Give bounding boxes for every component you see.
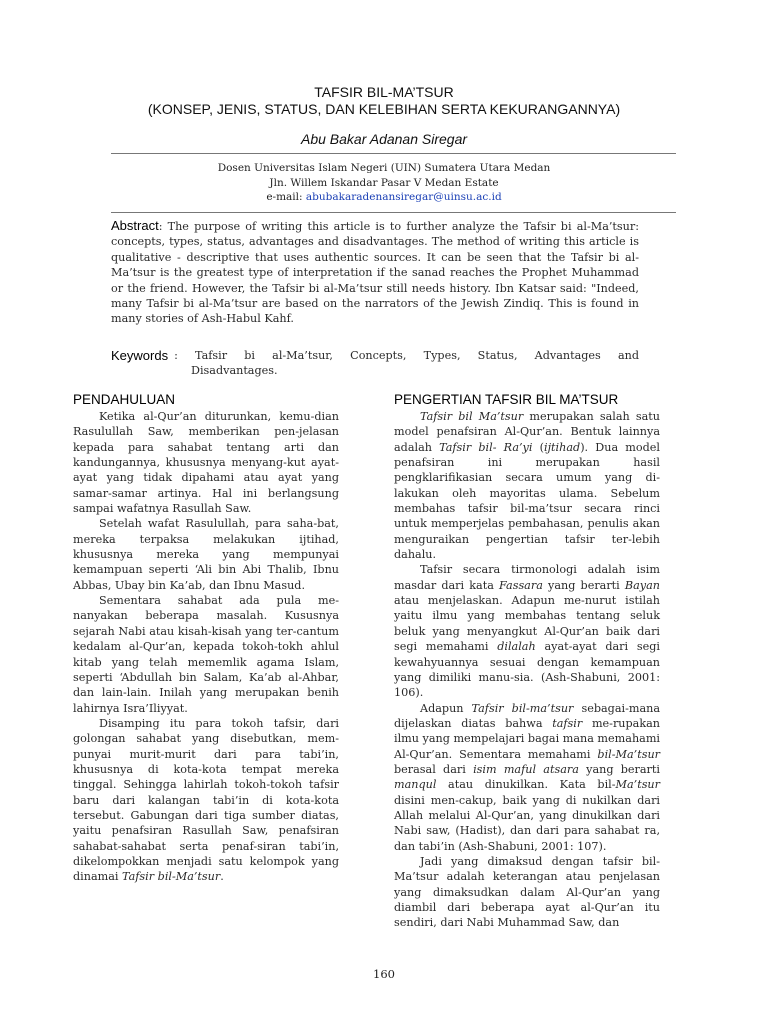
abstract-text: : The purpose of writing this article is to further analyze the Tafsir bi al-Ma’tsur: concepts, types, status, advantages and disadvantages. The method of writing this article is qualitative - descriptive that uses authentic sources. It can be seen that the Tafsir bi al-Ma’tsur is the greatest type of interpretation if the sanad reaches the Prophet Muhammad or the friend. However, the Tafsir bi al-Ma’tsur still needs history. Ibn Katsar said: "Indeed, many Tafsir bi al-Ma’tsur are based on the narrators of the Jewish Zindiq. This is found in many stories of Ash-Habul Kahf. (111, 220, 639, 326)
left-column (73, 392, 339, 885)
italic-term: dilalah (497, 640, 536, 654)
page-number: 160 (373, 967, 395, 981)
text-run: atau menjelaskan. Adapun me-nurut istilah yaitu ilmu yang membahas tentang seluk beluk yang menyangkut Al-Qur’an baik dari segi memahami (394, 594, 660, 654)
italic-term: Tafsir bil- Ra’yi (439, 440, 533, 454)
text-run: ( (532, 440, 545, 454)
affiliation-line-1: Dosen Universitas Islam Negeri (UIN) Sumatera Utara Medan (217, 162, 551, 174)
paragraph-end: . (220, 870, 224, 884)
text-run: Tafsir secara tirmonologi adalah isim masdar dari kata (394, 563, 660, 592)
header-divider-bottom (111, 212, 676, 213)
text-run: yang berarti (542, 578, 625, 592)
title-line-1: TAFSIR BIL-MA’TSUR (314, 84, 454, 100)
paragraph-text: Disamping itu para tokoh tafsir, dari golongan sahabat yang disebutkan, mem-punyai murit-murit dari para tabi’in, khususnya di kota-kota tempat mereka tinggal. Sehingga lahirlah tokoh-tokoh tafsir baru dari kalangan tabi’in di kota-kota tersebut. Gabungan dari tiga sumber diatas, yaitu penafsiran Rasullah Saw, penafsiran sahabat-sahabat serta penaf-siran tabi’in, dikelompokkan menjadi satu kelompok yang dinamai (73, 716, 339, 884)
italic-term: manqul (394, 778, 437, 792)
section-heading-pendahuluan: PENDAHULUAN (73, 392, 176, 407)
paragraph (73, 716, 339, 885)
email-label: e-mail: (266, 191, 303, 203)
keywords (111, 348, 639, 379)
italic-term: Tafsir bil-Ma’tsur (122, 870, 221, 884)
text-run: ). Dua model penafsiran ini merupakan hasil pengklarifikasian secara umum yang di-lakukan oleh mayoritas ulama. Sebelum membahas tafsir bil-ma’tsur secara rinci untuk memperjelas pembahasan, penulis akan menguraikan pengertian tafsir ter-lebih dahalu. (394, 440, 661, 562)
author-name: Abu Bakar Adanan Siregar (300, 131, 468, 147)
email-line (0, 190, 768, 205)
keywords-line-2: Disadvantages. (191, 364, 278, 378)
right-column (394, 392, 660, 931)
paragraph: Jadi yang dimaksud dengan tafsir bil-Ma’tsur adalah keterangan atau penjelasan yang dimaksudkan dalam Al-Qur’an yang diambil dari beberapa ayat al-Qur’an itu sendiri, dari Nabi Muhammad Saw, dan (394, 854, 660, 930)
affiliation-line-2: Jln. Willem Iskandar Pasar V Medan Estate (269, 176, 499, 189)
article-title (0, 84, 768, 118)
paragraph: Sementara sahabat ada pula me-nanyakan beberapa masalah. Kususnya sejarah Nabi atau kisah-kisah yang ter-cantum kedalam al-Qur’an, kepada tokoh-tokh ahlul kitab yang telah mememlik agama Islam, seperti ‘Abdullah bin Salam, Ka’ab al-Ahbar, dan lain-lain. Inilah yang merupakan benih lahirnya Isra’Iliyyat. (73, 594, 339, 715)
section-heading-pengertian: PENGERTIAN TAFSIR BIL MA’TSUR (394, 392, 619, 407)
italic-term: Tafsir bil Ma’tsur (420, 410, 524, 423)
affiliation-block (0, 161, 768, 205)
italic-term: isim maful atsara (473, 762, 579, 776)
header-divider-top (111, 153, 676, 154)
paragraph: Setelah wafat Rasulullah, para saha-bat, mereka terpaksa melakukan ijtihad, khususnya mereka yang mempunyai kemampuan seperti ‘Ali bin Abi Thalib, Ibnu Abbas, Ubay bin Ka’ab, dan Ibnu Masud. (73, 517, 339, 592)
keywords-line-1: : Tafsir bi al-Ma’tsur, Concepts, Types, Status, Advantages and (174, 349, 639, 362)
paragraph: Ketika al-Qur’an diturunkan, kemu-dian Rasulullah Saw, memberikan pen-jelasan kepada para sahabat tentang arti dan kandungannya, khususnya menyang-kut ayat-ayat yang tidak dipahami atau ayat yang samar-samar artinya. Hal ini berlangsung sampai wafatnya Rasullah Saw. (73, 410, 339, 516)
abstract (111, 218, 639, 327)
keywords-label: Keywords (111, 348, 169, 363)
keywords-row (111, 348, 639, 363)
paragraph (394, 409, 660, 562)
text-run: yang berarti (578, 762, 660, 776)
italic-term: ijtihad (544, 440, 581, 454)
text-run: ayat-ayat dari segi kewahyuannya sesuai dengan kemampuan yang dimiliki manu-sia. (Ash-Shabuni, 2001: 106). (394, 640, 660, 700)
text-run: me-rupakan ilmu yang mempelajari bagai mana memahami Al-Qur’an. Sementara memahami (394, 716, 661, 761)
italic-term: Tafsir bil-ma’tsur (471, 701, 574, 715)
text-run: berasal dari (394, 762, 474, 776)
italic-term: Bayan (624, 578, 660, 592)
italic-term: bil-Ma’tsur (597, 747, 660, 761)
text-run: disini men-cakup, baik yang di nukilkan dari Allah melalui Al-Qur’an, yang dinukilkan dari Nabi saw, (Hadist), dan dari para sahabat ra, dan tabi’in (Ash-Shabuni, 2001: 107). (394, 793, 660, 853)
italic-term: tafsir (552, 716, 583, 730)
text-run: Adapun (420, 701, 472, 715)
paragraph (394, 701, 660, 854)
abstract-label: Abstract (111, 218, 159, 233)
text-run: merupakan salah satu model penafsiran Al-Qur’an. Bentuk lainnya adalah (394, 410, 660, 454)
text-run: atau dinukilkan. Kata bil- (436, 778, 616, 792)
italic-term: Ma’tsur (615, 778, 660, 792)
paragraph (394, 562, 660, 700)
email-link[interactable]: abubakaradenansiregar@uinsu.ac.id (305, 191, 502, 203)
title-line-2: (KONSEP, JENIS, STATUS, DAN KELEBIHAN SERTA KEKURANGANNYA) (147, 101, 621, 117)
text-run: sebagai-mana dijelaskan diatas bahwa (394, 701, 660, 730)
italic-term: Fassara (499, 578, 543, 592)
